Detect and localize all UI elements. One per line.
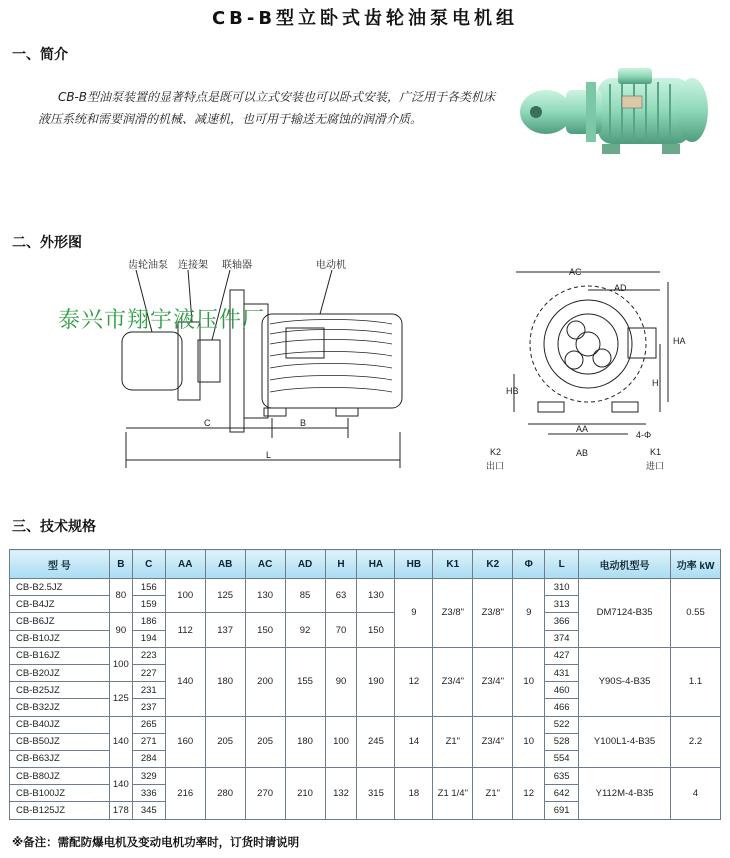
b-cell: 100 (109, 647, 132, 681)
ad-cell: 92 (285, 613, 325, 647)
c-cell: 156 (132, 579, 165, 596)
label-gear-pump: 齿轮油泵 (128, 260, 168, 271)
l-cell: 431 (545, 664, 579, 681)
aa-cell: 112 (165, 613, 205, 647)
col-header: Φ (513, 550, 545, 579)
c-cell: 227 (132, 664, 165, 681)
col-header: C (132, 550, 165, 579)
hb-cell: 14 (395, 716, 433, 768)
h-cell: 132 (325, 768, 357, 820)
c-cell: 223 (132, 647, 165, 664)
model-cell: CB-B32JZ (10, 699, 110, 716)
pump-motor-photo (506, 60, 716, 170)
model-cell: CB-B63JZ (10, 750, 110, 767)
label-coupling: 联轴器 (222, 260, 252, 271)
ac-cell: 205 (245, 716, 285, 768)
b-cell: 80 (109, 579, 132, 613)
h-cell: 70 (325, 613, 357, 647)
ac-cell: 270 (245, 768, 285, 820)
col-header: HA (357, 550, 395, 579)
model-cell: CB-B100JZ (10, 785, 110, 802)
ac-cell: 150 (245, 613, 285, 647)
dim-ad: AD (614, 283, 627, 293)
dim-ac: AC (569, 267, 582, 277)
h-cell: 90 (325, 647, 357, 716)
l-cell: 374 (545, 630, 579, 647)
c-cell: 237 (132, 699, 165, 716)
dim-hb: HB (506, 386, 519, 396)
ad-cell: 155 (285, 647, 325, 716)
col-header: AA (165, 550, 205, 579)
ad-cell: 210 (285, 768, 325, 820)
model-cell: CB-B2.5JZ (10, 579, 110, 596)
ab-cell: 125 (205, 579, 245, 613)
model-cell: CB-B4JZ (10, 596, 110, 613)
front-view-drawing (478, 262, 698, 477)
c-cell: 329 (132, 768, 165, 785)
l-cell: 427 (545, 647, 579, 664)
aa-cell: 140 (165, 647, 205, 716)
hb-cell: 12 (395, 647, 433, 716)
ha-cell: 130 (357, 579, 395, 613)
l-cell: 310 (545, 579, 579, 596)
l-cell: 522 (545, 716, 579, 733)
k2-label: K2 (490, 447, 502, 457)
l-cell: 460 (545, 682, 579, 699)
col-header: 功率 kW (671, 550, 721, 579)
model-cell: CB-B40JZ (10, 716, 110, 733)
model-cell: CB-B6JZ (10, 613, 110, 630)
motor-cell: Y112M-4-B35 (579, 768, 671, 820)
table-row (10, 768, 721, 785)
col-header: K2 (473, 550, 513, 579)
col-header: H (325, 550, 357, 579)
h-cell: 63 (325, 579, 357, 613)
footnote: ※备注：需配防爆电机及变动电机功率时，订货时请说明 (12, 835, 300, 849)
h-cell: 100 (325, 716, 357, 768)
k2-cell: Z3/4" (473, 716, 513, 768)
l-cell: 466 (545, 699, 579, 716)
col-header: AB (205, 550, 245, 579)
c-cell: 194 (132, 630, 165, 647)
dim-aa: AA (576, 424, 589, 434)
k1-cell: Z1 1/4" (433, 768, 473, 820)
c-cell: 186 (132, 613, 165, 630)
col-header: AC (245, 550, 285, 579)
spec-header-row (10, 550, 721, 579)
intro-paragraph: CB-B型油泵装置的显著特点是既可以立式安装也可以卧式安装，广泛用于各类机床液压系统和需要润滑的机械、减速机，也可用于输送无腐蚀的润滑介质。 (38, 90, 495, 126)
c-cell: 265 (132, 716, 165, 733)
dim-ha: HA (673, 336, 686, 346)
dim-hole: 4-Φ (636, 430, 652, 440)
model-cell: CB-B10JZ (10, 630, 110, 647)
dim-b: B (300, 418, 307, 428)
ha-cell: 315 (357, 768, 395, 820)
k1-cell: Z3/8" (433, 579, 473, 648)
l-cell: 313 (545, 596, 579, 613)
ab-cell: 205 (205, 716, 245, 768)
aa-cell: 100 (165, 579, 205, 613)
page-title: CB-B型立卧式齿轮油泵电机组 (211, 8, 519, 29)
col-header: 电动机型号 (579, 550, 671, 579)
b-cell: 140 (109, 768, 132, 802)
b-cell: 140 (109, 716, 132, 768)
motor-cell: DM7124-B35 (579, 579, 671, 648)
k1-inlet-label: 进口 (646, 461, 665, 471)
spec-table (9, 549, 721, 820)
model-cell: CB-B16JZ (10, 647, 110, 664)
ha-cell: 190 (357, 647, 395, 716)
b-cell: 125 (109, 682, 132, 716)
phi-cell: 9 (513, 579, 545, 648)
model-cell: CB-B80JZ (10, 768, 110, 785)
k2-cell: Z1" (473, 768, 513, 820)
k2-cell: Z3/8" (473, 579, 513, 648)
ha-cell: 245 (357, 716, 395, 768)
l-cell: 366 (545, 613, 579, 630)
power-cell: 0.55 (671, 579, 721, 648)
hb-cell: 18 (395, 768, 433, 820)
motor-cell: Y90S-4-B35 (579, 647, 671, 716)
k1-cell: Z3/4" (433, 647, 473, 716)
table-row (10, 716, 721, 733)
l-cell: 528 (545, 733, 579, 750)
c-cell: 231 (132, 682, 165, 699)
dim-l: L (266, 450, 272, 460)
ad-cell: 85 (285, 579, 325, 613)
table-row (10, 647, 721, 664)
model-cell: CB-B125JZ (10, 802, 110, 819)
col-header: L (545, 550, 579, 579)
l-cell: 635 (545, 768, 579, 785)
model-cell: CB-B50JZ (10, 733, 110, 750)
dim-ab: AB (576, 448, 589, 458)
k2-outlet-label: 出口 (486, 461, 505, 471)
col-header: HB (395, 550, 433, 579)
col-header: AD (285, 550, 325, 579)
section-heading-spec: 三、技术规格 (12, 519, 96, 535)
ac-cell: 200 (245, 647, 285, 716)
dim-c: C (204, 418, 211, 428)
c-cell: 345 (132, 802, 165, 819)
k1-cell: Z1" (433, 716, 473, 768)
l-cell: 691 (545, 802, 579, 819)
dim-h: H (652, 378, 659, 388)
table-row (10, 579, 721, 596)
l-cell: 642 (545, 785, 579, 802)
phi-cell: 10 (513, 647, 545, 716)
hb-cell: 9 (395, 579, 433, 648)
phi-cell: 12 (513, 768, 545, 820)
power-cell: 2.2 (671, 716, 721, 768)
section-heading-intro: 一、简介 (12, 47, 68, 63)
b-cell: 90 (109, 613, 132, 647)
b-cell: 178 (109, 802, 132, 819)
c-cell: 284 (132, 750, 165, 767)
ab-cell: 180 (205, 647, 245, 716)
aa-cell: 216 (165, 768, 205, 820)
col-header: K1 (433, 550, 473, 579)
k1-label: K1 (650, 447, 662, 457)
watermark-text: 泰兴市翔宇液压件厂 (58, 308, 266, 333)
phi-cell: 10 (513, 716, 545, 768)
ac-cell: 130 (245, 579, 285, 613)
c-cell: 336 (132, 785, 165, 802)
section-heading-outline: 二、外形图 (12, 235, 82, 251)
power-cell: 4 (671, 768, 721, 820)
c-cell: 159 (132, 596, 165, 613)
l-cell: 554 (545, 750, 579, 767)
c-cell: 271 (132, 733, 165, 750)
label-motor: 电动机 (316, 260, 346, 271)
aa-cell: 160 (165, 716, 205, 768)
col-header: 型 号 (10, 550, 110, 579)
ha-cell: 150 (357, 613, 395, 647)
model-cell: CB-B25JZ (10, 682, 110, 699)
power-cell: 1.1 (671, 647, 721, 716)
col-header: B (109, 550, 132, 579)
ab-cell: 280 (205, 768, 245, 820)
motor-cell: Y100L1-4-B35 (579, 716, 671, 768)
k2-cell: Z3/4" (473, 647, 513, 716)
ad-cell: 180 (285, 716, 325, 768)
label-connector-frame: 连接架 (178, 260, 208, 271)
ab-cell: 137 (205, 613, 245, 647)
model-cell: CB-B20JZ (10, 664, 110, 681)
